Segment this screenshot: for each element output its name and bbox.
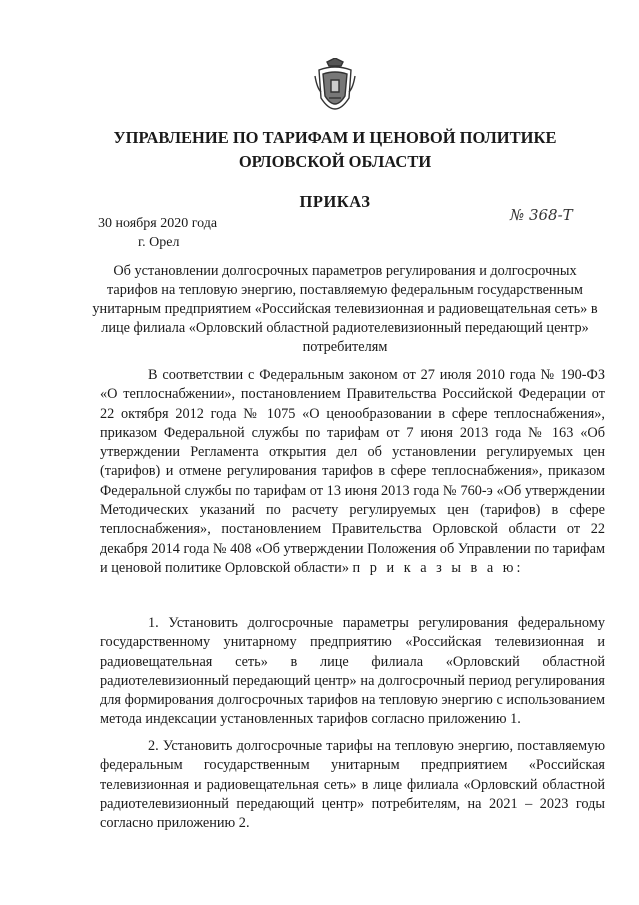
document-date: 30 ноября 2020 года xyxy=(98,216,218,231)
order-word: п р и к а з ы в а ю: xyxy=(352,559,524,576)
document-city: г. Орел xyxy=(138,235,180,250)
document-type: ПРИКАЗ xyxy=(299,192,371,211)
document-number: № 368-Т xyxy=(510,206,573,224)
preamble-text: В соответствии с Федеральным законом от 27 июля 2010 года № 190-ФЗ «О теплоснабжении», постановлением Правительства Российской Федерации от 22 октября 2012 года № 1075 «О ценообразовании в сфере теплоснабжения», приказом Федеральной службы по тарифам от 7 июня 2013 года № 163 «Об утверждении Регламента открытия дел об установлении регулируемых цен (тарифов) и отмене регулирования тарифов в сфере теплоснабжения», приказом Федеральной службы по тарифам от 13 июня 2013 года № 760-э «Об утверждении Методических указаний по расчету регулируемых цен (тарифов) в сфере теплоснабжения», постановлением Правительства Орловской области от 22 декабря 2014 года № 408 «Об утверждении Положения об Управлении по тарифам и ценовой политике Орловской области» xyxy=(100,367,605,576)
preamble-paragraph xyxy=(100,366,605,578)
order-item-2: 2. Установить долгосрочные тарифы на тепловую энергию, поставляемую федеральным государственным унитарным предприятием «Российская телевизионная и радиовещательная сеть» в лице филиала «Орловский областной радиотелевизионный передающий центр» потребителям, на 2021 – 2023 годы согласно приложению 2. xyxy=(100,738,605,832)
agency-name xyxy=(60,126,610,174)
order-item-1: 1. Установить долгосрочные параметры регулирования федеральному государственному унитарному предприятию «Российская телевизионная и радиовещательная сеть» в лице филиала «Орловский областной радиотелевизионный передающий центр» на долгосрочный период регулирования для формирования долгосрочных тарифов на тепловую энергию с использованием метода индексации установленных тарифов согласно приложению 1. xyxy=(100,615,605,728)
agency-line-2: ОРЛОВСКОЙ ОБЛАСТИ xyxy=(238,152,432,171)
coat-of-arms-icon xyxy=(313,58,357,122)
document-subject: Об установлении долгосрочных параметров регулирования и долгосрочных тарифов на тепловую энергию, поставляемую федеральным государственным унитарным предприятием «Российская телевизионная и радиовещательная сеть» в лице филиала «Орловский областной радиотелевизионный передающий центр» потребителям xyxy=(92,263,598,355)
agency-line-1: УПРАВЛЕНИЕ ПО ТАРИФАМ И ЦЕНОВОЙ ПОЛИТИКЕ xyxy=(113,128,557,147)
